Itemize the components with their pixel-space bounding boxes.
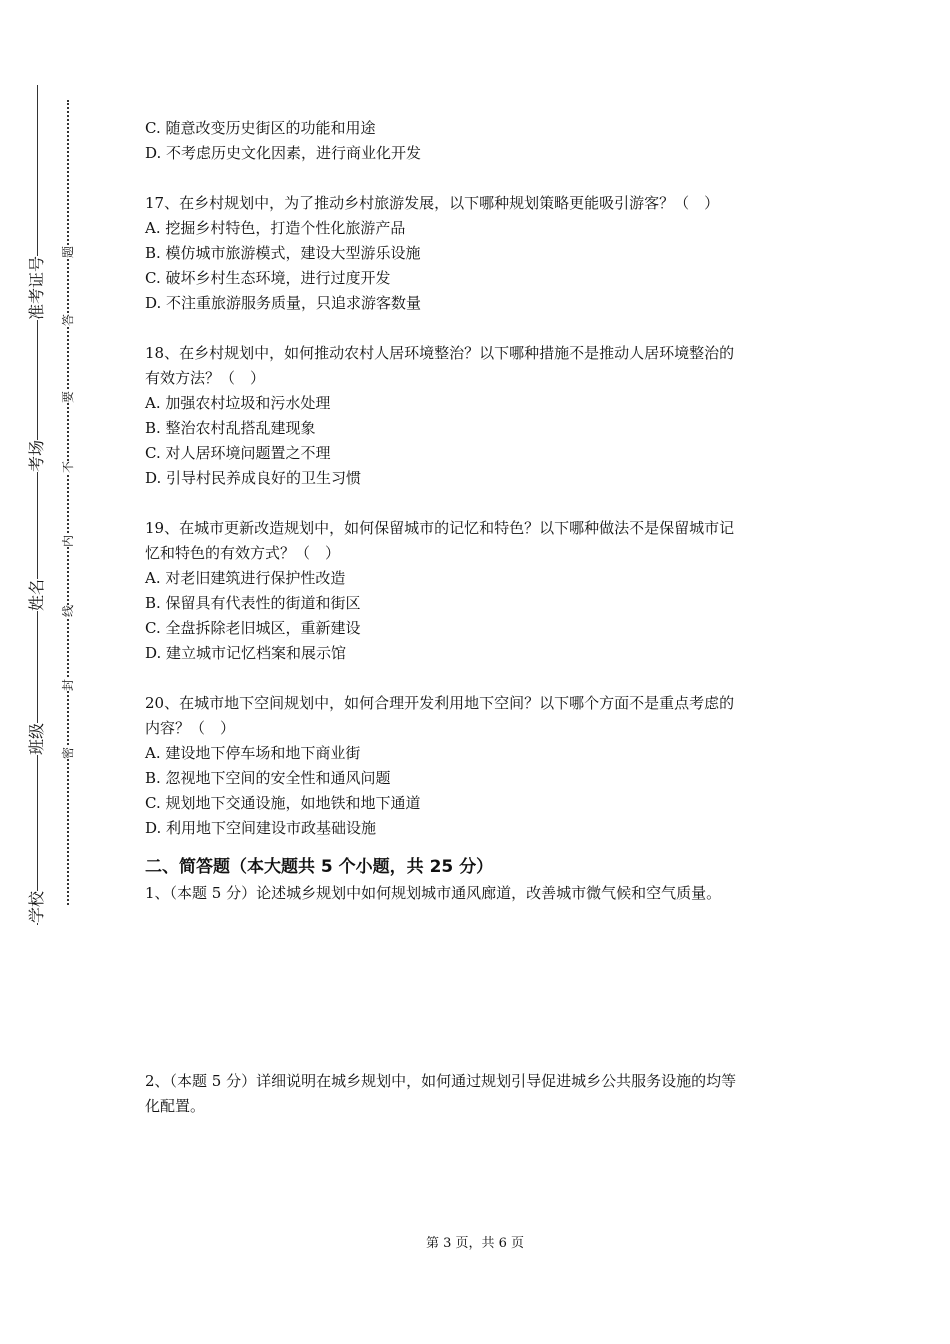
option-b: B. 模仿城市旅游模式，建设大型游乐设施 bbox=[145, 244, 421, 262]
question-stem: 17、在乡村规划中，为了推动乡村旅游发展，以下哪种规划策略更能吸引游客？（ ） bbox=[145, 194, 720, 212]
question-stem: 18、在乡村规划中，如何推动农村人居环境整治？以下哪种措施不是推动人居环境整治的 bbox=[145, 344, 735, 362]
seal-char: 封 bbox=[61, 678, 76, 692]
question-stem-cont: 内容？（ ） bbox=[145, 719, 236, 737]
question-16-tail bbox=[145, 116, 805, 166]
option-a: A. 建设地下停车场和地下商业街 bbox=[145, 744, 361, 762]
short-answer-2-cont: 化配置。 bbox=[145, 1097, 206, 1115]
short-answer-1: 1、（本题 5 分）论述城乡规划中如何规划城市通风廊道，改善城市微气候和空气质量。 bbox=[145, 884, 722, 902]
question-stem: 19、在城市更新改造规划中，如何保留城市的记忆和特色？以下哪种做法不是保留城市记 bbox=[145, 519, 735, 537]
question-20 bbox=[145, 691, 805, 841]
question-19 bbox=[145, 516, 805, 666]
option-d: D. 建立城市记忆档案和展示馆 bbox=[145, 644, 347, 662]
label-exam-id: 准考证号 bbox=[27, 255, 47, 321]
option-a: A. 加强农村垃圾和污水处理 bbox=[145, 394, 331, 412]
option-d: D. 不考虑历史文化因素，进行商业化开发 bbox=[145, 144, 422, 162]
label-name: 姓名 bbox=[27, 578, 47, 612]
binding-dotted-line bbox=[67, 100, 69, 905]
seal-char: 线 bbox=[61, 604, 76, 618]
seal-char: 不 bbox=[61, 460, 76, 474]
question-18 bbox=[145, 341, 805, 491]
question-17 bbox=[145, 191, 805, 316]
question-stem-cont: 忆和特色的有效方式？（ ） bbox=[145, 544, 341, 562]
section-title: 二、简答题（本大题共 5 个小题，共 25 分） bbox=[145, 857, 494, 877]
seal-char: 内 bbox=[61, 534, 76, 548]
label-class: 班级 bbox=[27, 722, 47, 756]
seal-char: 题 bbox=[61, 245, 76, 259]
option-b: B. 整治农村乱搭乱建现象 bbox=[145, 419, 316, 437]
short-answer-2: 2、（本题 5 分）详细说明在城乡规划中，如何通过规划引导促进城乡公共服务设施的均等 bbox=[145, 1072, 737, 1090]
seal-char: 要 bbox=[61, 390, 76, 404]
option-a: A. 对老旧建筑进行保护性改造 bbox=[145, 569, 346, 587]
option-a: A. 挖掘乡村特色，打造个性化旅游产品 bbox=[145, 219, 406, 237]
question-stem: 20、在城市地下空间规划中，如何合理开发利用地下空间？以下哪个方面不是重点考虑的 bbox=[145, 694, 735, 712]
option-d: D. 利用地下空间建设市政基础设施 bbox=[145, 819, 377, 837]
label-exam-room: 考场 bbox=[27, 439, 47, 473]
option-b: B. 保留具有代表性的街道和街区 bbox=[145, 594, 361, 612]
seal-char: 密 bbox=[61, 746, 76, 760]
label-school: 学校 bbox=[27, 890, 47, 924]
seal-char: 答 bbox=[61, 313, 76, 327]
option-b: B. 忽视地下空间的安全性和通风问题 bbox=[145, 769, 391, 787]
option-c: C. 规划地下交通设施，如地铁和地下通道 bbox=[145, 794, 421, 812]
question-content bbox=[145, 116, 805, 1119]
question-stem-cont: 有效方法？（ ） bbox=[145, 369, 266, 387]
option-d: D. 不注重旅游服务质量，只追求游客数量 bbox=[145, 294, 422, 312]
option-d: D. 引导村民养成良好的卫生习惯 bbox=[145, 469, 362, 487]
option-c: C. 破坏乡村生态环境，进行过度开发 bbox=[145, 269, 391, 287]
option-c: C. 全盘拆除老旧城区，重新建设 bbox=[145, 619, 361, 637]
option-c: C. 对人居环境问题置之不理 bbox=[145, 444, 331, 462]
page-footer: 第 3 页，共 6 页 bbox=[425, 1236, 525, 1251]
option-c: C. 随意改变历史街区的功能和用途 bbox=[145, 119, 376, 137]
binding-solid-line bbox=[37, 85, 38, 925]
